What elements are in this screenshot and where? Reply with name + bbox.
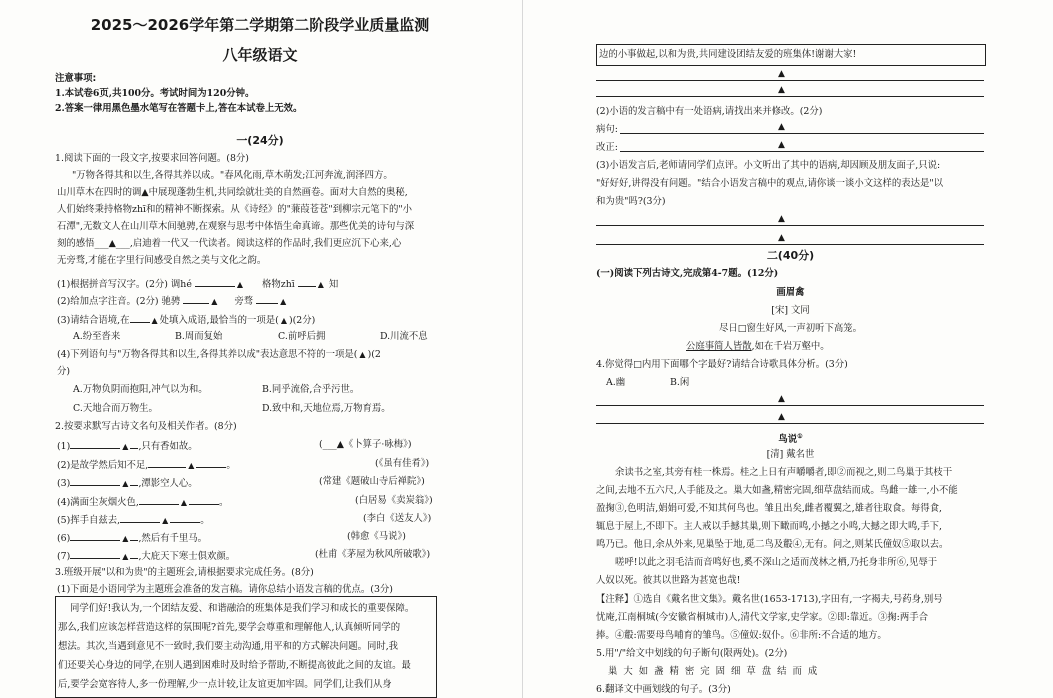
wen-line-3: 盈掬③,色明洁,娟娟可爱,不知其何鸟也。雏且出矣,雌者覆翼之,雄者往取食。每得食, <box>596 503 943 514</box>
triangle-icon: ▲ <box>236 280 244 289</box>
q1-3-text: (3)请结合语境,在 <box>57 315 130 326</box>
recite-4 <box>57 495 517 509</box>
triangle-icon: ▲ <box>778 412 785 422</box>
sick-sentence-label: 病句: <box>596 124 618 135</box>
poem-line-2-rest: ,如在千岩万壑中。 <box>751 341 830 352</box>
answer-blank[interactable] <box>70 549 120 559</box>
wen-line-2: 之间,去地不五六尺,人手能及之。巢大如盏,精密完固,细草盘结而成。鸟雌一雄一,小不能 <box>596 485 958 496</box>
q6-stem: 6.翻译文中画划线的句子。(3分) <box>596 684 731 695</box>
answer-line[interactable] <box>596 225 984 226</box>
q1-3 <box>57 313 315 327</box>
triangle-icon: ▲ <box>151 316 158 325</box>
speech-draft-box-end <box>596 44 986 66</box>
answer-line[interactable] <box>596 80 984 81</box>
q3-stem: 3.班级开展"以和为贵"的主题班会,请根据要求完成任务。(8分) <box>55 567 314 578</box>
answer-blank[interactable] <box>196 458 226 468</box>
recite-suffix: ,大庇天下寒士俱欢颜。 <box>138 551 236 562</box>
poem-line-1: 尽日□窗生好风,一声初听下高笼。 <box>718 323 863 334</box>
notes-line-3: 捧。④鷇:需要母鸟哺育的雏鸟。⑤僮奴:奴仆。⑥非所:不合适的地方。 <box>596 630 887 641</box>
note-2: 2.答案一律用黑色墨水笔写在答题卡上,答在本试卷上无效。 <box>55 103 303 114</box>
recite-source: (杜甫《茅屋为秋风所破歌》) <box>315 549 431 560</box>
recite-prefix: (2)是故学然后知不足, <box>57 460 149 471</box>
essay-line-3: 想法。其次,当遇到意见不一致时,我们要主动沟通,用平和的方式解决问题。同时,我 <box>58 641 399 652</box>
q1-1 <box>57 277 338 291</box>
recite-prefix: (5)挥手自兹去, <box>57 515 121 526</box>
q1-3-opt-b[interactable]: B.周而复始 <box>175 331 223 342</box>
triangle-icon: ▲ <box>162 516 169 525</box>
recite-2 <box>57 458 517 472</box>
wen-line-5: 鸣乃已。他日,余从外来,见巢坠于地,觅二鸟及鷇④,无有。问之,则某氏僮奴⑤取以去。 <box>596 539 949 550</box>
exam-title: 2025～2026学年第二学期第二阶段学业质量监测 <box>90 16 430 34</box>
recite-source: (韩愈《马说》) <box>347 531 406 542</box>
recite-prefix: (3) <box>57 478 71 489</box>
q1-3-opt-c[interactable]: C.前呼后拥 <box>278 331 326 342</box>
q1-1-text: (1)根据拼音写汉字。(2分) 调hé <box>57 279 192 290</box>
answer-blank[interactable] <box>120 513 160 523</box>
triangle-icon: ▲ <box>317 280 324 289</box>
part1-heading: (一)阅读下列古诗文,完成第4-7题。(12分) <box>596 268 779 279</box>
q1-2-word: 旁骛 <box>234 296 254 307</box>
q1-4-opt-d[interactable]: D.致中和,天地位焉,万物育焉。 <box>262 403 391 414</box>
recite-5 <box>57 513 517 527</box>
triangle-icon: ▲ <box>778 394 785 404</box>
note-1: 1.本试卷6页,共100分。考试时间为120分钟。 <box>55 88 255 99</box>
recite-suffix: 。 <box>219 497 229 508</box>
wen-line-4: 辄息于屋上,不即下。主人戒以手撼其巢,则下瞰而鸣,小撼之小鸣,大撼之即大鸣,手下, <box>596 521 943 532</box>
correction-input[interactable] <box>620 151 984 152</box>
passage-line-3: 人们始终秉持格物zhī和的精神不断探索。从《诗经》的"蒹葭苍苍"到柳宗元笔下的"小 <box>57 204 413 215</box>
triangle-icon: ▲ <box>180 498 188 507</box>
q1-4-opt-b[interactable]: B.同乎流俗,合乎污世。 <box>262 384 360 395</box>
essay-line-1: 同学们好!我认为,一个团结友爱、和谐融洽的班集体是我们学习和成长的重要保障。 <box>70 603 415 614</box>
right-column <box>528 0 1053 698</box>
q1-3-text-b: 处填入成语,最恰当的一项是( <box>159 315 279 326</box>
passage-line-1: "万物各得其和以生,各得其养以成。"春风化雨,草木萌发;江河奔流,润泽四方。 <box>72 170 393 181</box>
recite-prefix: (6) <box>57 533 71 544</box>
q1-4-text: (4)下列语句与"万物各得其和以生,各得其养以成"表达意思不符的一项是( <box>57 349 358 360</box>
triangle-icon: ▲ <box>122 442 129 451</box>
q1-4-opt-a[interactable]: A.万物负阴而抱阳,冲气以为和。 <box>73 384 208 395</box>
triangle-icon: ▲ <box>778 85 785 95</box>
answer-line[interactable] <box>596 244 984 245</box>
q1-stem: 1.阅读下面的一段文字,按要求回答问题。(8分) <box>55 153 249 164</box>
q5-sentence[interactable]: 巢大如盏精密完固细草盘结而成 <box>608 666 824 677</box>
recite-source: (李白《送友人》) <box>363 513 432 524</box>
speech-draft-box <box>55 596 437 698</box>
recite-source: (白居易《卖炭翁》) <box>355 495 433 506</box>
recite-suffix: 。 <box>200 515 210 526</box>
notes-line-1: 【注释】①选自《戴名世文集》。戴名世(1653-1713),字田有,一字褐夫,号药身,别号 <box>596 594 943 605</box>
recite-7 <box>57 549 517 563</box>
q1-4-cont: 分) <box>57 366 71 377</box>
recite-1 <box>57 439 517 453</box>
recite-prefix: (7) <box>57 551 71 562</box>
answer-blank[interactable] <box>170 513 200 523</box>
triangle-icon: ▲ <box>122 552 129 561</box>
answer-blank[interactable] <box>130 313 150 323</box>
q5-stem: 5.用"/"给文中划线的句子断句(限两处)。(2分) <box>596 648 788 659</box>
triangle-icon: ▲ <box>359 350 366 359</box>
q1-3-opt-d[interactable]: D.川流不息 <box>380 331 428 342</box>
triangle-icon: ▲ <box>778 69 785 79</box>
triangle-icon: ▲ <box>188 461 195 470</box>
wen-line-7: 人奴以死。彼其以世路为甚宽也哉! <box>596 575 741 586</box>
answer-blank[interactable] <box>70 476 120 486</box>
essay-line-5: 后,要学会宽容待人,多一份理解,少一点计较,让友谊更加牢固。同学们,让我们从身 <box>58 679 392 690</box>
q3-3-line-1: (3)小语发言后,老师请同学们点评。小文听出了其中的语病,却因顾及朋友面子,只说: <box>596 160 941 171</box>
q3-1: (1)下面是小语同学为主题班会准备的发言稿。请你总结小语发言稿的优点。(3分) <box>57 584 393 595</box>
q2-stem: 2.按要求默写古诗文名句及相关作者。(8分) <box>55 421 237 432</box>
q1-4-text-b: )(2 <box>367 349 381 360</box>
triangle-icon: ▲ <box>778 122 785 132</box>
answer-line[interactable] <box>596 423 984 424</box>
recite-suffix: ,然后有千里马。 <box>138 533 208 544</box>
answer-blank[interactable] <box>195 277 235 287</box>
recite-3 <box>57 476 517 490</box>
essay2-title-text: 鸟说 <box>778 434 798 446</box>
recite-prefix: (1) <box>57 441 71 452</box>
q4-opt-b[interactable]: B.闲 <box>670 377 690 388</box>
notes-line-2: 忧庵,江南桐城(今安徽省桐城市)人,清代文学家,史学家。②即:靠近。③掬:两手合 <box>596 612 928 623</box>
q1-2-text: (2)给加点字注音。(2分) 驰骋 <box>57 296 181 307</box>
poem-line-2-underlined: 公庭事简人皆散 <box>686 341 752 352</box>
passage-line-6: 无旁骛,才能在字里行间感受自然之美与文化之韵。 <box>57 255 267 266</box>
recite-suffix: ,潭影空人心。 <box>138 478 198 489</box>
wen-line-6: 嗟呼!以此之羽毛洁而音鸣好也,奚不深山之适而茂林之栖,乃托身非所⑥,见辱于 <box>615 557 938 568</box>
essay-line-2: 那么,我们应该怎样营造这样的氛围呢?首先,要学会尊重和理解他人,认真倾听同学的 <box>58 622 401 633</box>
triangle-icon: ▲ <box>280 316 287 325</box>
q1-4 <box>57 349 381 361</box>
q4-stem: 4.你觉得□内用下面哪个字最好?请结合诗歌具体分析。(3分) <box>596 359 848 370</box>
poem-title: 画眉禽 <box>776 287 805 298</box>
passage-line-2: 山川草木在四时的调▲中展现蓬勃生机,共同绘就壮美的自然画卷。面对大自然的奥秘, <box>57 187 408 198</box>
answer-blank[interactable] <box>256 294 278 304</box>
answer-line[interactable] <box>596 96 984 97</box>
q3-2: (2)小语的发言稿中有一处语病,请找出来并修改。(2分) <box>596 106 823 117</box>
answer-blank[interactable] <box>70 439 120 449</box>
triangle-icon: ▲ <box>778 214 785 224</box>
triangle-icon: ▲ <box>778 140 785 150</box>
recite-prefix: (4)满面尘灰烟火色, <box>57 497 139 508</box>
footnote-mark: ① <box>797 433 803 440</box>
answer-blank[interactable] <box>148 458 186 468</box>
essay2-author: [清] 戴名世 <box>766 449 815 460</box>
recite-source: (常建《题破山寺后禅院》) <box>319 476 425 487</box>
answer-blank[interactable] <box>298 277 316 287</box>
wen-line-1: 余读书之室,其旁有桂一株焉。桂之上日有声嚼嚼者,即②而视之,则二鸟巢于其枝干 <box>615 467 953 478</box>
recite-source: (《虽有佳肴》) <box>375 458 430 469</box>
essay-end-line: 边的小事做起,以和为贵,共同建设团结友爱的班集体!谢谢大家! <box>599 49 857 60</box>
triangle-icon: ▲ <box>211 297 218 306</box>
notes-heading: 注意事项: <box>55 73 97 84</box>
poem-author: [宋] 文同 <box>771 305 810 316</box>
recite-suffix: 。 <box>226 460 236 471</box>
column-divider <box>522 0 523 698</box>
section1-heading: 一(24分) <box>236 134 284 147</box>
q3-3-line-2: "好好好,讲得没有问题。"结合小语发言稿中的观点,请你谈一谈小文这样的表达是"以 <box>596 178 944 189</box>
triangle-icon: ▲ <box>280 297 287 306</box>
triangle-icon: ▲ <box>122 479 129 488</box>
q1-1-tail: 知 <box>328 279 339 290</box>
q1-2 <box>57 294 288 308</box>
recite-suffix: ,只有香如故。 <box>138 441 198 452</box>
q4-opt-a[interactable]: A.幽 <box>606 377 626 388</box>
q1-4-opt-c[interactable]: C.天地合而万物生。 <box>73 403 158 414</box>
triangle-icon: ▲ <box>778 233 785 243</box>
recite-6 <box>57 531 517 545</box>
triangle-icon: ▲ <box>122 534 129 543</box>
q1-3-text-c: )(2分) <box>288 315 316 326</box>
sick-sentence-input[interactable] <box>620 133 984 134</box>
poem-line-2 <box>686 341 830 353</box>
passage-line-4: 石潭",无数文人在山川草木间驰骋,在观察与思考中体悟生命真谛。那些优美的诗句与深 <box>57 221 415 232</box>
answer-blank[interactable] <box>139 495 179 505</box>
q1-3-opt-a[interactable]: A.纷至沓来 <box>73 331 121 342</box>
recite-source: (___▲《卜算子·咏梅》) <box>319 439 412 450</box>
answer-blank[interactable] <box>70 531 120 541</box>
correction-label: 改正: <box>596 142 618 153</box>
exam-subject: 八年级语文 <box>222 46 298 64</box>
answer-line[interactable] <box>596 405 984 406</box>
essay-line-4: 们还要关心身边的同学,在别人遇到困难时及时给予帮助,不断提高彼此之间的友谊。最 <box>58 660 411 671</box>
q3-3-line-3: 和为贵"吗?(3分) <box>596 196 666 207</box>
q1-1-word: 格物zhī <box>262 279 295 290</box>
answer-blank[interactable] <box>183 294 209 304</box>
answer-blank[interactable] <box>189 495 219 505</box>
left-column <box>0 0 520 698</box>
section2-heading: 二(40分) <box>766 249 815 262</box>
essay2-title <box>528 431 1053 446</box>
passage-line-5: 刻的感悟___▲___,启迪着一代又一代读者。阅读这样的作品时,我们更应沉下心来,心 <box>57 238 402 249</box>
